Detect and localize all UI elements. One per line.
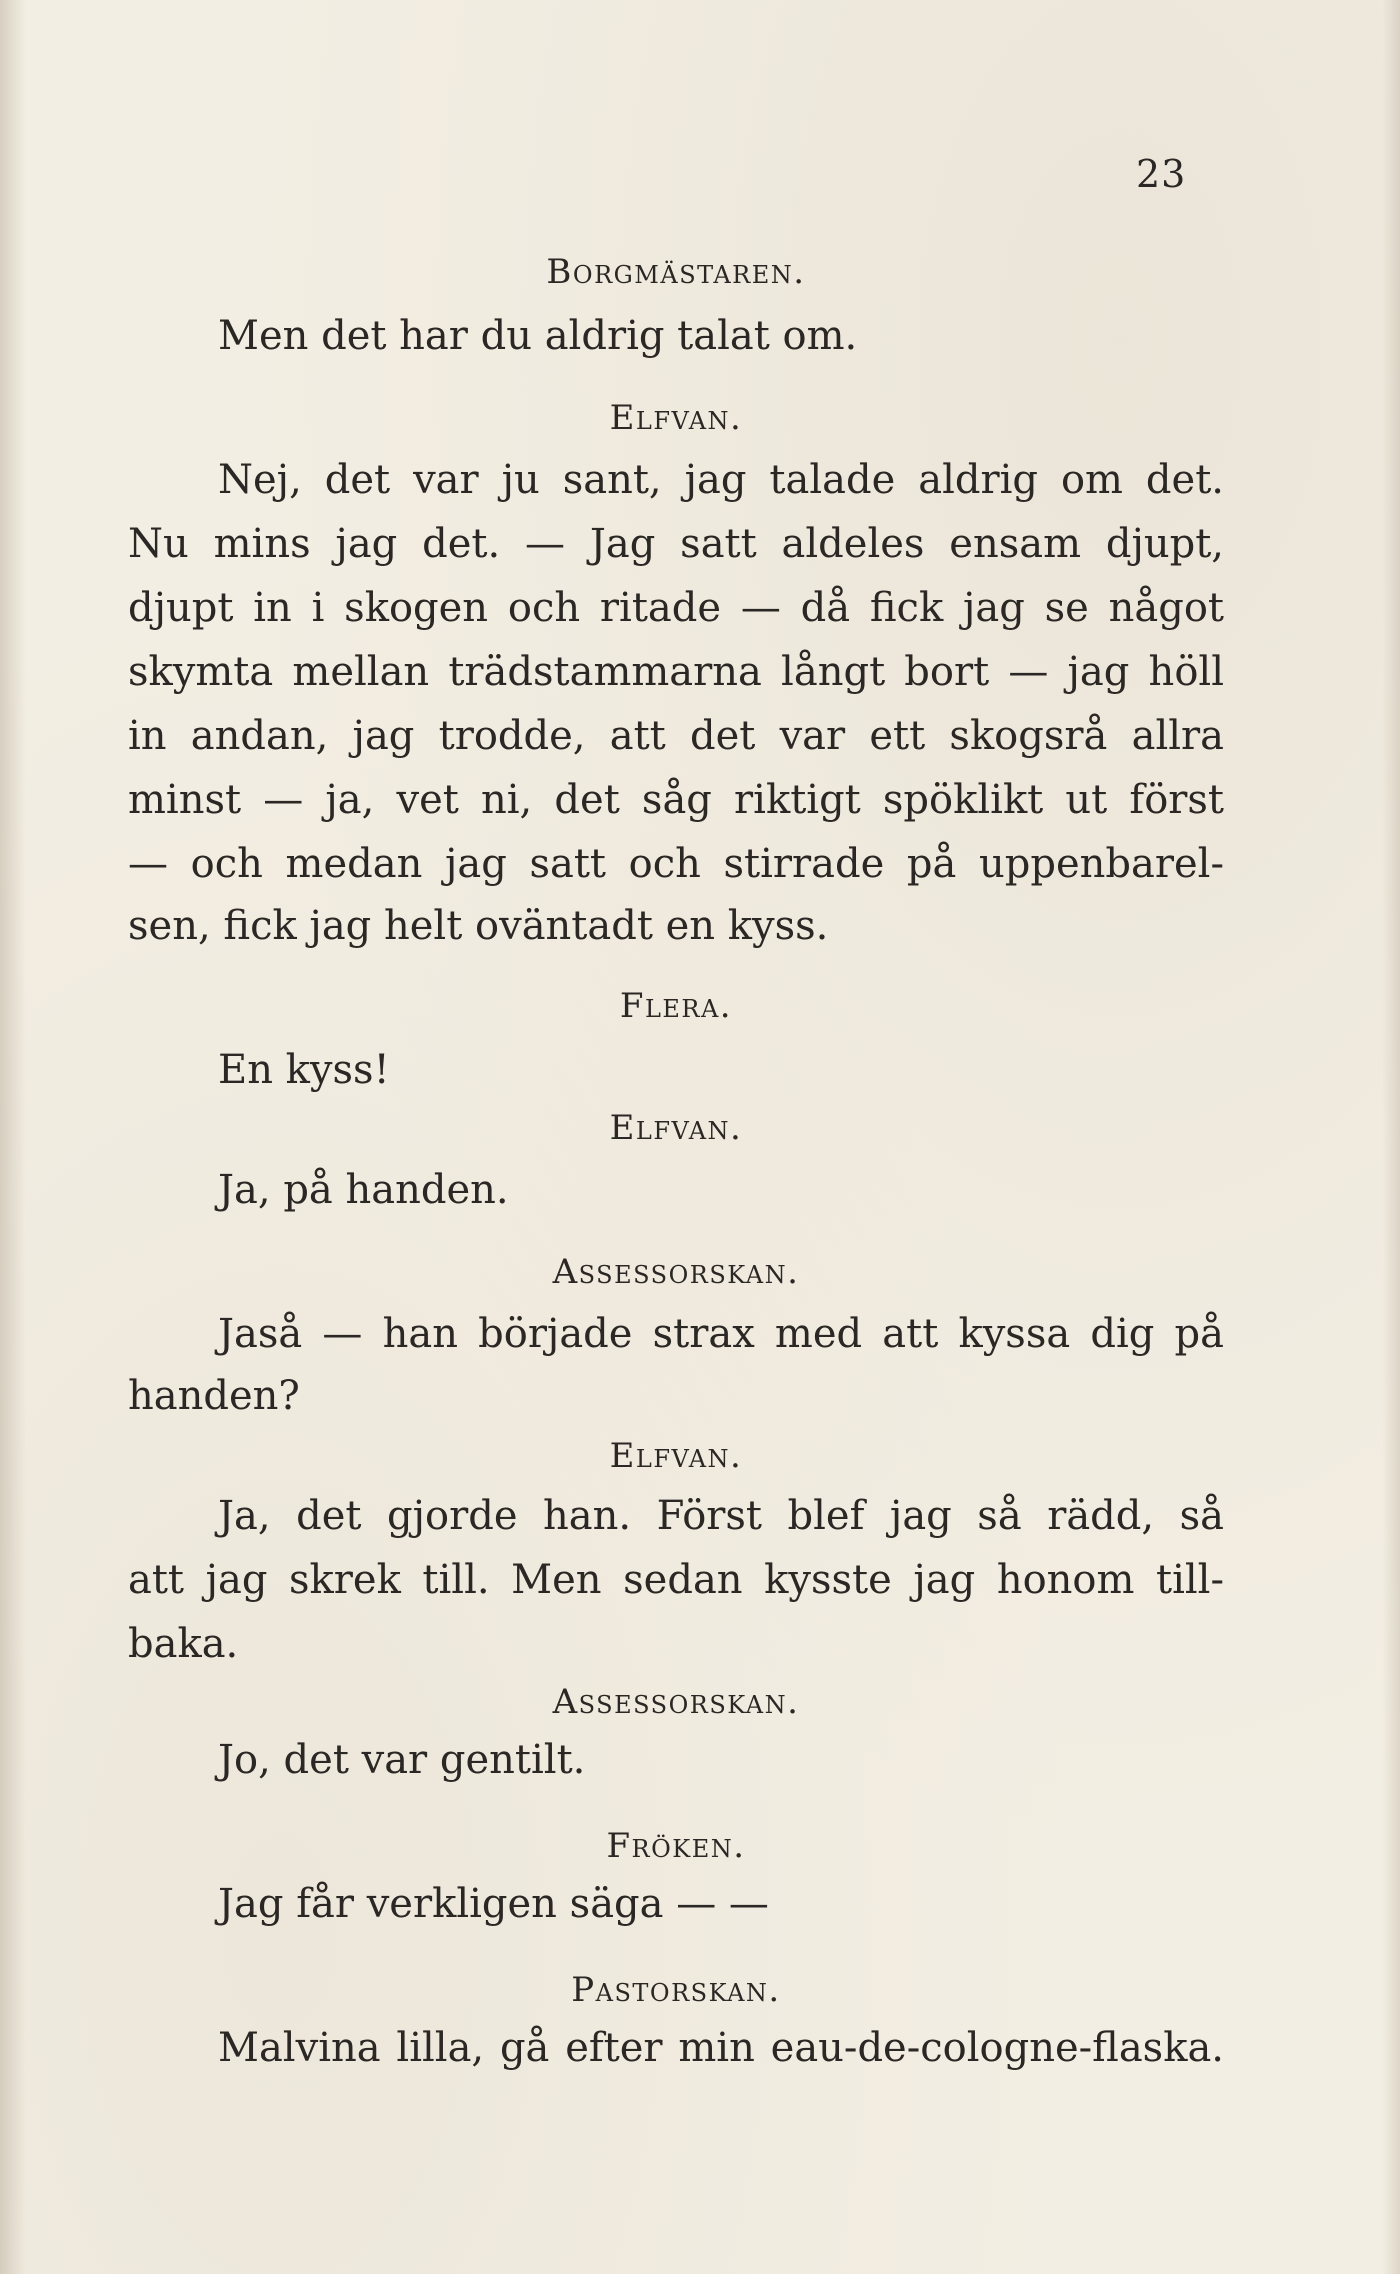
dialogue-line: Malvina lilla, gå efter min eau-de-cologne-flaska. (218, 2025, 1224, 2071)
page-number: 23 (1136, 152, 1187, 196)
dialogue-line: Jaså — han började strax med att kyssa dig på (218, 1311, 1224, 1357)
speaker-name: Assessorskan. (552, 1682, 800, 1722)
dialogue-line: skymta mellan trädstammarna långt bort — jag höll (128, 649, 1224, 695)
dialogue-line: Jo, det var gentilt. (218, 1737, 586, 1783)
speaker-name: Elfvan. (609, 398, 743, 438)
dialogue-line: in andan, jag trodde, att det var ett skogsrå allra (128, 713, 1224, 759)
dialogue-line: Jag får verkligen säga — — (218, 1881, 769, 1927)
page-shadow-left (0, 0, 26, 2274)
speaker-name: Flera. (619, 986, 733, 1026)
speaker-name: Elfvan. (609, 1436, 743, 1476)
dialogue-line: Nej, det var ju sant, jag talade aldrig om det. (218, 457, 1224, 503)
dialogue-line: En kyss! (218, 1047, 390, 1093)
dialogue-line: sen, fick jag helt oväntadt en kyss. (128, 903, 829, 949)
speaker-name: Pastorskan. (571, 1970, 781, 2010)
dialogue-line: minst — ja, vet ni, det såg riktigt spöklikt ut först (128, 777, 1224, 823)
speaker-name: Elfvan. (609, 1108, 743, 1148)
dialogue-line: Nu mins jag det. — Jag satt aldeles ensam djupt, (128, 521, 1224, 567)
dialogue-line: Men det har du aldrig talat om. (218, 313, 858, 359)
dialogue-line: djupt in i skogen och ritade — då fick jag se något (128, 585, 1224, 631)
dialogue-line: Ja, på handen. (218, 1167, 509, 1213)
dialogue-line: handen? (128, 1373, 300, 1419)
dialogue-line: att jag skrek till. Men sedan kysste jag honom till- (128, 1557, 1224, 1603)
page-shadow-right (1382, 0, 1400, 2274)
dialogue-line: baka. (128, 1621, 239, 1667)
dialogue-line: — och medan jag satt och stirrade på uppenbarel- (128, 841, 1224, 887)
dialogue-line: Ja, det gjorde han. Först blef jag så rädd, så (218, 1493, 1224, 1539)
speaker-name: Borgmästaren. (546, 252, 806, 292)
speaker-name: Fröken. (606, 1826, 746, 1866)
speaker-name: Assessorskan. (552, 1252, 800, 1292)
